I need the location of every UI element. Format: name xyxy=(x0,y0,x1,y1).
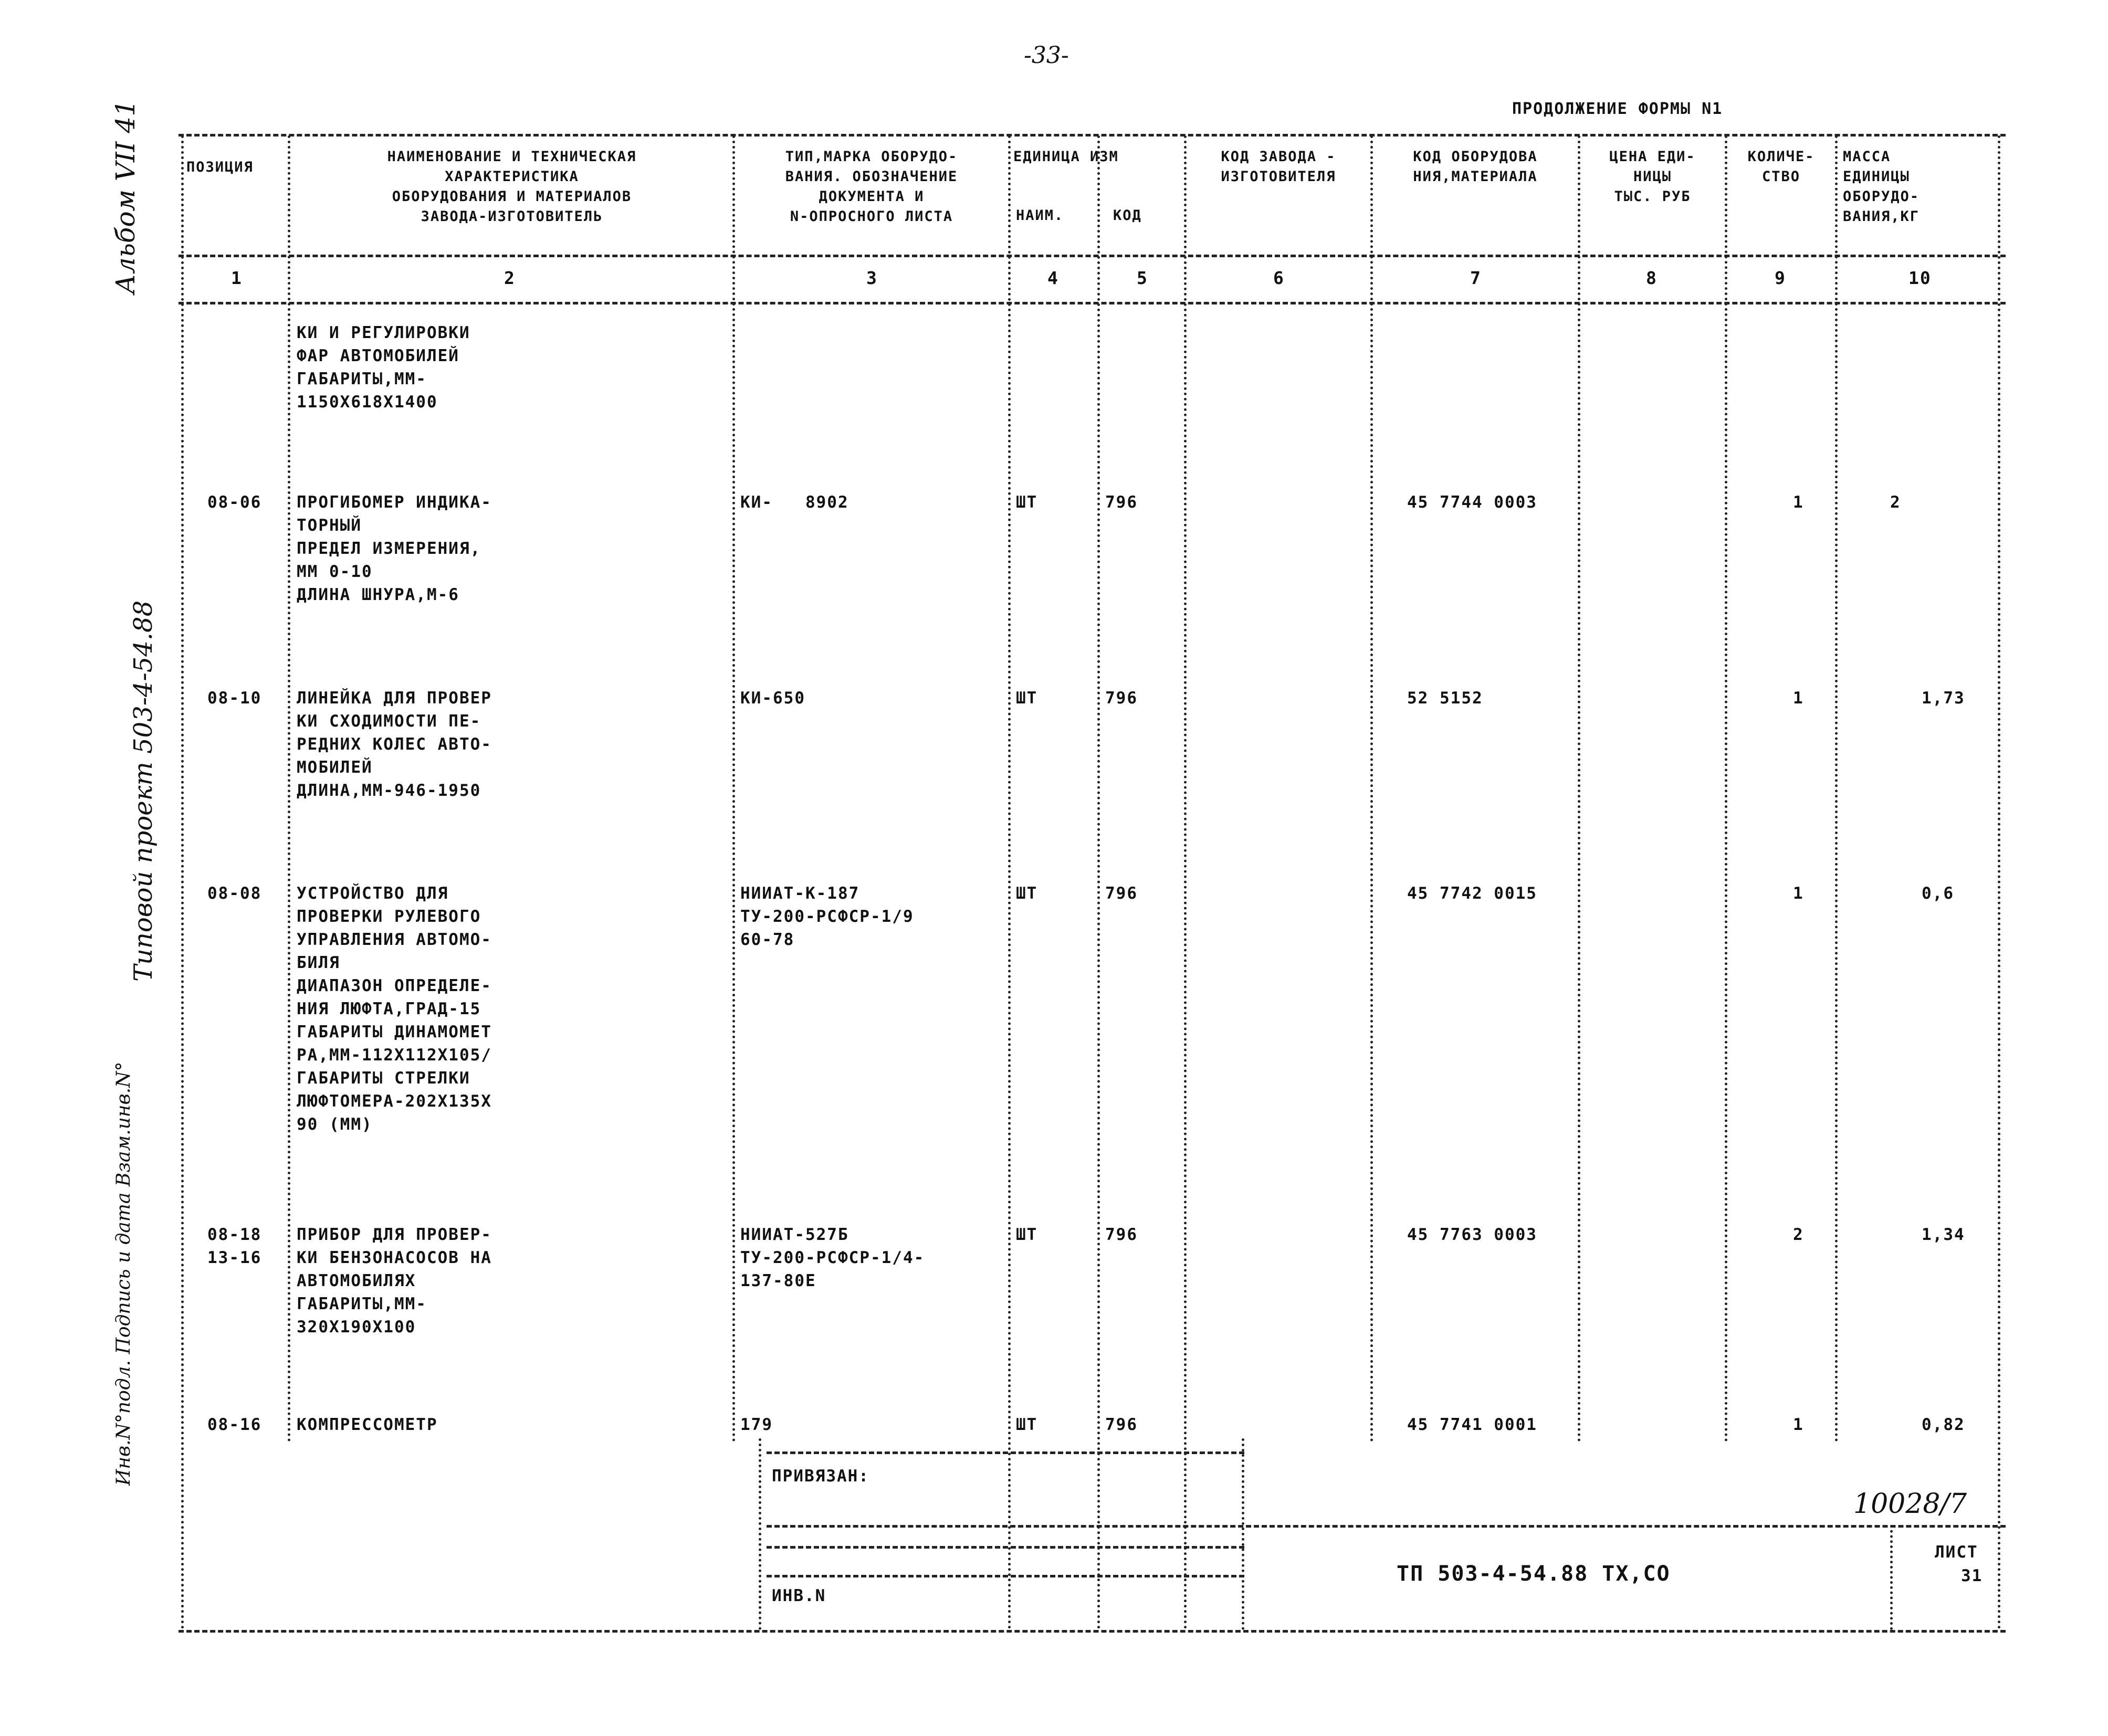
col-number-9: 9 xyxy=(1775,268,1786,288)
linked-label: ПРИВЯЗАН: xyxy=(772,1467,869,1486)
header-name: НАИМЕНОВАНИЕ И ТЕХНИЧЕСКАЯ ХАРАКТЕРИСТИКА ОБОРУДОВАНИЯ И МАТЕРИАЛОВ ЗАВОДА-ИЗГОТОВИТЕЛЬ xyxy=(387,149,637,225)
col-number-5: 5 xyxy=(1137,268,1148,288)
header-bottom-rule xyxy=(179,255,2006,257)
col-sep-6 xyxy=(1370,135,1373,1443)
row2-name: ЛИНЕЙКА ДЛЯ ПРОВЕР КИ СХОДИМОСТИ ПЕ- РЕДНИХ КОЛЕС АВТО- МОБИЛЕЙ ДЛИНА,ММ-946-1950 xyxy=(297,689,492,800)
col-sep-10 xyxy=(1998,135,2000,1630)
row3-mass: 0,6 xyxy=(1922,884,1954,903)
row2-code: 796 xyxy=(1105,689,1138,708)
stamp-rule-2 xyxy=(767,1525,2006,1528)
header-unit-name: НАИМ. xyxy=(1016,207,1064,224)
row2-mass: 1,73 xyxy=(1922,689,1965,708)
project-annotation: Типовой проект 503-4-54.88 xyxy=(129,600,158,982)
row3-quantity: 1 xyxy=(1793,884,1804,903)
row1-code: 796 xyxy=(1105,493,1138,512)
col-sep-5 xyxy=(1184,135,1187,1630)
header-unit: ЕДИНИЦА ИЗМ xyxy=(1013,149,1119,165)
row1-unit: ШТ xyxy=(1016,493,1038,512)
row4-equipment-code: 45 7763 0003 xyxy=(1407,1225,1537,1244)
row0-name: КИ И РЕГУЛИРОВКИ ФАР АВТОМОБИЛЕЙ ГАБАРИТЫ,ММ- 1150Х618Х1400 xyxy=(297,323,470,412)
table-bottom-rule xyxy=(179,1630,2006,1633)
row1-type: КИ- 8902 xyxy=(740,493,849,512)
stamp-rule-1 xyxy=(767,1451,1244,1454)
row1-quantity: 1 xyxy=(1793,493,1804,512)
col-number-1: 1 xyxy=(231,268,243,288)
header-position: ПОЗИЦИЯ xyxy=(186,159,254,175)
row5-name: КОМПРЕССОМЕТР xyxy=(297,1415,438,1434)
row4-unit: ШТ xyxy=(1016,1225,1038,1244)
col-sep-7 xyxy=(1578,135,1580,1443)
row3-code: 796 xyxy=(1105,884,1138,903)
colnum-bottom-rule xyxy=(179,302,2006,304)
col-sep-4 xyxy=(1097,135,1100,1630)
stamp-sep-b xyxy=(1242,1438,1244,1630)
col-sep-0 xyxy=(181,135,184,1630)
document-code: ТП 503-4-54.88 ТХ,СО xyxy=(1397,1562,1671,1586)
col-number-6: 6 xyxy=(1273,268,1285,288)
row4-name: ПРИБОР ДЛЯ ПРОВЕР- КИ БЕНЗОНАСОСОВ НА АВТОМОБИЛЯХ ГАБАРИТЫ,ММ- 320Х190Х100 xyxy=(297,1225,492,1337)
col-sep-2 xyxy=(732,135,735,1443)
sheet-label: ЛИСТ xyxy=(1935,1543,1978,1562)
row5-type: 179 xyxy=(740,1415,773,1434)
col-number-10: 10 xyxy=(1908,268,1932,288)
col-number-7: 7 xyxy=(1470,268,1482,288)
col-sep-9 xyxy=(1835,135,1838,1443)
sheet-number: 31 xyxy=(1961,1566,1983,1585)
row1-position: 08-06 xyxy=(207,493,262,512)
row5-mass: 0,82 xyxy=(1922,1415,1965,1434)
row5-quantity: 1 xyxy=(1793,1415,1804,1434)
page-number: -33- xyxy=(1024,42,1069,69)
col-number-2: 2 xyxy=(504,268,516,288)
header-price: ЦЕНА ЕДИ- НИЦЫ ТЫС. РУБ xyxy=(1609,149,1696,205)
row5-code: 796 xyxy=(1105,1415,1138,1434)
header-type: ТИП,МАРКА ОБОРУДО- ВАНИЯ. ОБОЗНАЧЕНИЕ ДОКУМЕНТА И N-ОПРОСНОГО ЛИСТА xyxy=(785,149,958,225)
col-number-8: 8 xyxy=(1646,268,1658,288)
stamp-sep-c xyxy=(1890,1525,1893,1630)
row5-unit: ШТ xyxy=(1016,1415,1038,1434)
row4-position: 08-18 13-16 xyxy=(207,1225,262,1267)
col-sep-3 xyxy=(1008,135,1011,1630)
stamp-block-annotation: Инв.N°подл. Подпись и дата Взам.инв.N° xyxy=(113,1061,134,1486)
row2-unit: ШТ xyxy=(1016,689,1038,708)
stamp-rule-4 xyxy=(767,1575,1244,1577)
row3-unit: ШТ xyxy=(1016,884,1038,903)
row4-code: 796 xyxy=(1105,1225,1138,1244)
row3-type: НИИАТ-К-187 ТУ-200-РСФСР-1/9 60-78 xyxy=(740,884,914,949)
row2-type: КИ-650 xyxy=(740,689,805,708)
header-quantity: КОЛИЧЕ- СТВО xyxy=(1747,149,1815,185)
col-number-3: 3 xyxy=(866,268,878,288)
row5-position: 08-16 xyxy=(207,1415,262,1434)
row3-position: 08-08 xyxy=(207,884,262,903)
row2-equipment-code: 52 5152 xyxy=(1407,689,1483,708)
table-top-rule xyxy=(179,134,2006,136)
continuation-note: ПРОДОЛЖЕНИЕ ФОРМЫ N1 xyxy=(1512,100,1723,118)
row2-quantity: 1 xyxy=(1793,689,1804,708)
col-sep-8 xyxy=(1725,135,1727,1443)
handwritten-number: 10028/7 xyxy=(1853,1488,1967,1520)
row2-position: 08-10 xyxy=(207,689,262,708)
header-factory-code: КОД ЗАВОДА - ИЗГОТОВИТЕЛЯ xyxy=(1221,149,1336,185)
row1-name: ПРОГИБОМЕР ИНДИКА- ТОРНЫЙ ПРЕДЕЛ ИЗМЕРЕНИЯ, ММ 0-10 ДЛИНА ШНУРА,М-6 xyxy=(297,493,492,604)
header-mass: МАССА ЕДИНИЦЫ ОБОРУДО- ВАНИЯ,КГ xyxy=(1843,149,1920,225)
stamp-sep-a xyxy=(759,1438,761,1630)
inventory-label: ИНВ.N xyxy=(772,1586,826,1605)
header-equipment-code: КОД ОБОРУДОВА НИЯ,МАТЕРИАЛА xyxy=(1413,149,1538,185)
header-unit-code: КОД xyxy=(1113,207,1142,224)
row1-mass: 2 xyxy=(1890,493,1901,512)
stamp-rule-3 xyxy=(767,1546,1244,1549)
col-number-4: 4 xyxy=(1047,268,1059,288)
row4-type: НИИАТ-527Б ТУ-200-РСФСР-1/4- 137-80Е xyxy=(740,1225,925,1290)
col-sep-1 xyxy=(288,135,290,1443)
row4-mass: 1,34 xyxy=(1922,1225,1965,1244)
row3-equipment-code: 45 7742 0015 xyxy=(1407,884,1537,903)
row3-name: УСТРОЙСТВО ДЛЯ ПРОВЕРКИ РУЛЕВОГО УПРАВЛЕНИЯ АВТОМО- БИЛЯ ДИАПАЗОН ОПРЕДЕЛЕ- НИЯ ЛЮФТА,ГРАД-15 ГАБАРИТЫ ДИНАМОМЕТ РА,ММ-112Х112Х105/ ГАБАРИТЫ СТРЕЛКИ ЛЮФТОМЕРА-202Х135Х 90 (ММ) xyxy=(297,884,492,1134)
album-annotation: Альбом VII 41 xyxy=(110,99,141,294)
row5-equipment-code: 45 7741 0001 xyxy=(1407,1415,1537,1434)
row4-quantity: 2 xyxy=(1793,1225,1804,1244)
row1-equipment-code: 45 7744 0003 xyxy=(1407,493,1537,512)
